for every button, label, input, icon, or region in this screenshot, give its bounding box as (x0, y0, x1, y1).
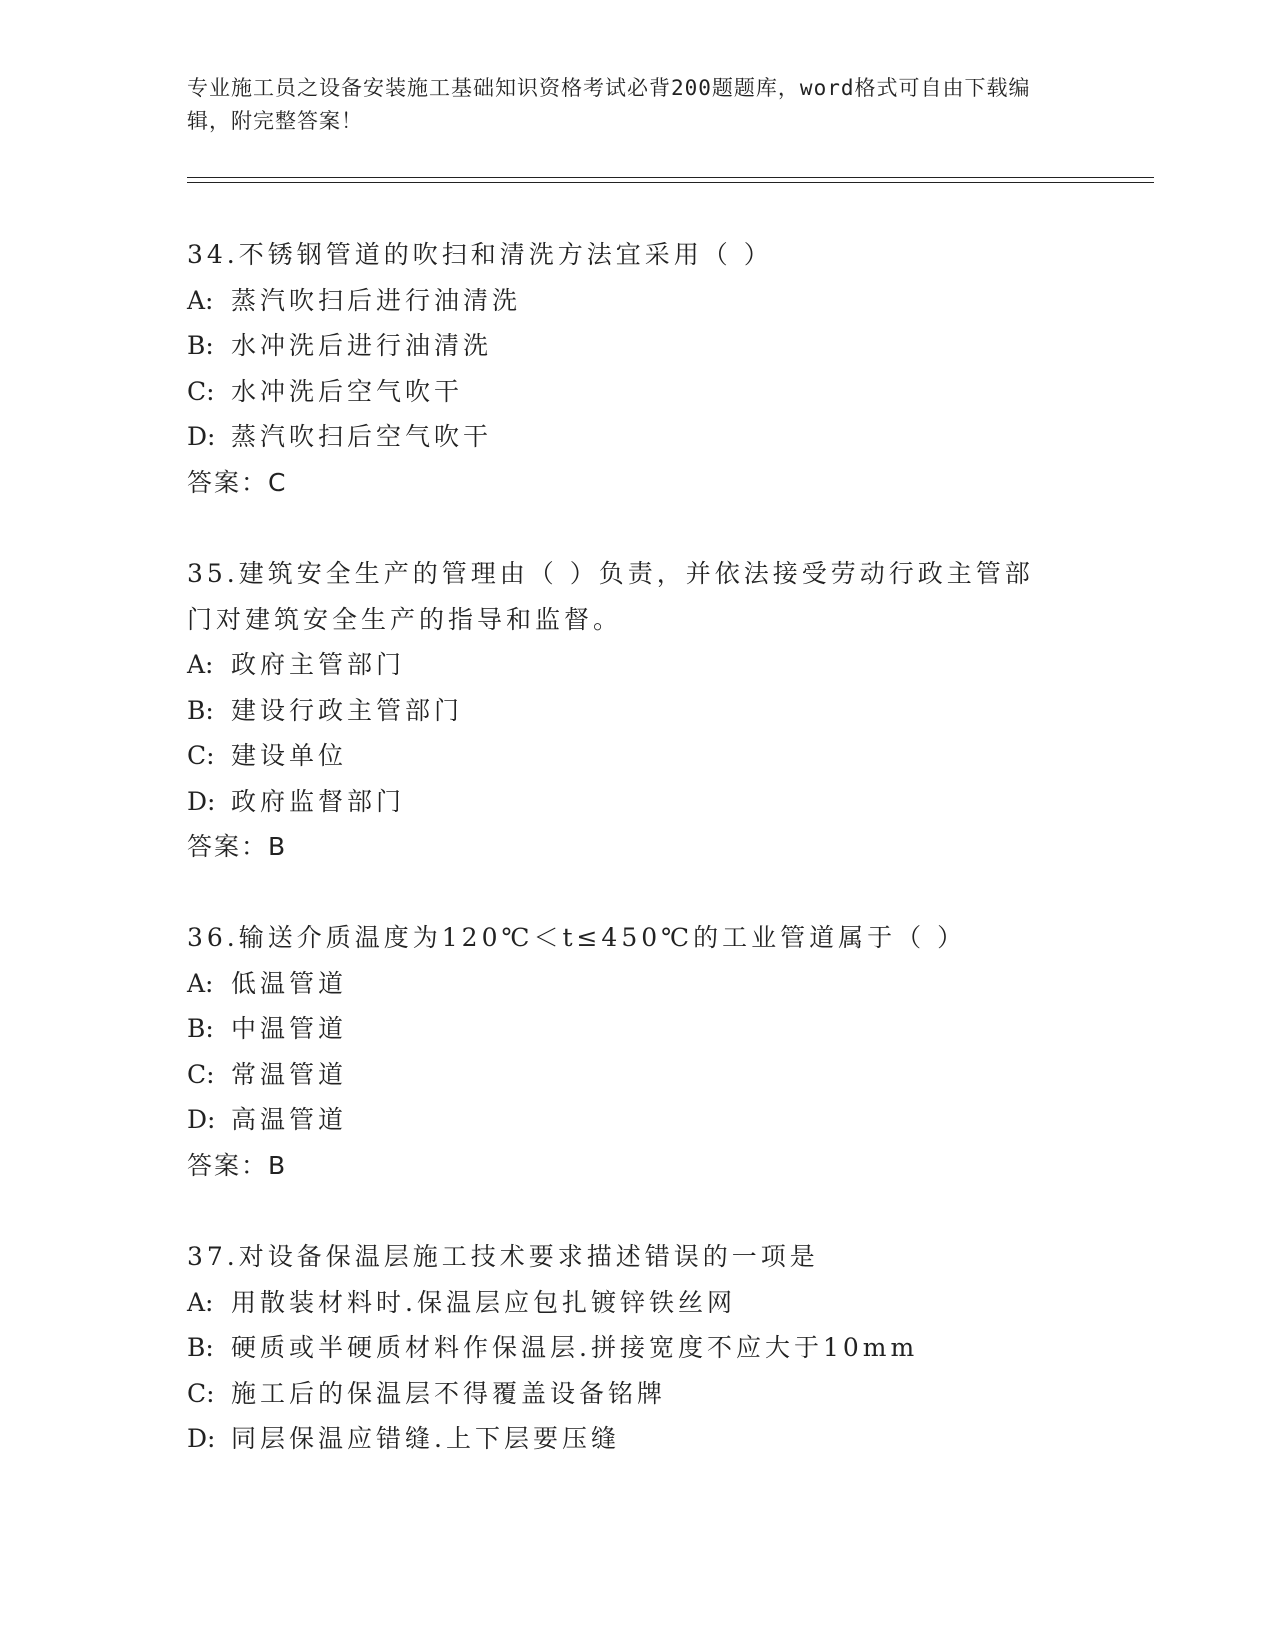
option-text: 同层保温应错缝.上下层要压缝 (231, 1424, 620, 1453)
answer-label: 答案：B (187, 1150, 288, 1180)
option-d (187, 414, 1087, 460)
option-letter: D: (187, 422, 216, 451)
option-letter: B: (187, 331, 214, 360)
header-divider-top (187, 177, 1154, 178)
option-letter: D: (187, 1105, 216, 1134)
option-b (187, 323, 1087, 369)
option-b (187, 688, 1087, 734)
option-c (187, 1371, 1087, 1417)
option-text: 水冲洗后进行油清洗 (231, 331, 493, 360)
option-a (187, 1280, 1087, 1326)
option-b (187, 1006, 1087, 1052)
option-a (187, 278, 1087, 324)
option-a (187, 961, 1087, 1007)
option-c (187, 1052, 1087, 1098)
option-letter: A: (187, 1287, 214, 1317)
option-a (187, 642, 1087, 688)
option-letter: A: (187, 650, 214, 679)
option-letter: C: (187, 1059, 215, 1089)
option-text: 中温管道 (231, 1014, 348, 1043)
option-letter: D: (187, 786, 216, 816)
option-b (187, 1325, 1087, 1371)
option-c (187, 369, 1087, 415)
header-divider-bottom (187, 182, 1154, 183)
option-text: 施工后的保温层不得覆盖设备铭牌 (231, 1378, 667, 1408)
option-text: 水冲洗后空气吹干 (231, 376, 464, 406)
option-text: 常温管道 (231, 1059, 348, 1089)
option-text: 蒸汽吹扫后空气吹干 (231, 422, 493, 451)
option-text: 高温管道 (231, 1105, 348, 1134)
option-letter: B: (187, 695, 214, 725)
option-letter: A: (187, 285, 214, 315)
option-d (187, 1416, 1087, 1462)
option-text: 低温管道 (231, 968, 348, 998)
question-36 (187, 915, 1087, 1188)
option-text: 政府主管部门 (231, 650, 406, 679)
option-letter: B: (187, 1333, 214, 1362)
question-37 (187, 1234, 1087, 1462)
document-header: 专业施工员之设备安装施工基础知识资格考试必背200题题库，word格式可自由下载编辑，附完整答案！ (187, 76, 1031, 133)
option-d (187, 779, 1087, 825)
question-35 (187, 551, 1087, 870)
option-letter: B: (187, 1014, 214, 1043)
option-letter: C: (187, 741, 215, 770)
option-text: 用散装材料时.保温层应包扎镀锌铁丝网 (231, 1287, 736, 1317)
question-title: 37.对设备保温层施工技术要求描述错误的一项是 (187, 1242, 819, 1271)
option-d (187, 1097, 1087, 1143)
option-c (187, 733, 1087, 779)
option-text: 硬质或半硬质材料作保温层.拼接宽度不应大于10mm (231, 1333, 919, 1362)
option-text: 建设行政主管部门 (231, 695, 464, 725)
option-letter: D: (187, 1424, 216, 1453)
answer-label: 答案：B (187, 832, 288, 861)
option-text: 蒸汽吹扫后进行油清洗 (231, 285, 522, 315)
question-title: 35.建筑安全生产的管理由（ ）负责，并依法接受劳动行政主管部门对建筑安全生产的指导和监督。 (187, 559, 1034, 634)
question-title: 36.输送介质温度为120℃＜t≤450℃的工业管道属于（ ） (187, 923, 967, 952)
option-letter: C: (187, 376, 215, 406)
option-letter: C: (187, 1378, 215, 1408)
option-text: 建设单位 (231, 741, 348, 770)
question-title: 34.不锈钢管道的吹扫和清洗方法宜采用（ ） (187, 240, 773, 269)
option-text: 政府监督部门 (231, 786, 406, 816)
question-34 (187, 232, 1087, 505)
answer-label: 答案：C (187, 467, 288, 497)
option-letter: A: (187, 968, 214, 998)
